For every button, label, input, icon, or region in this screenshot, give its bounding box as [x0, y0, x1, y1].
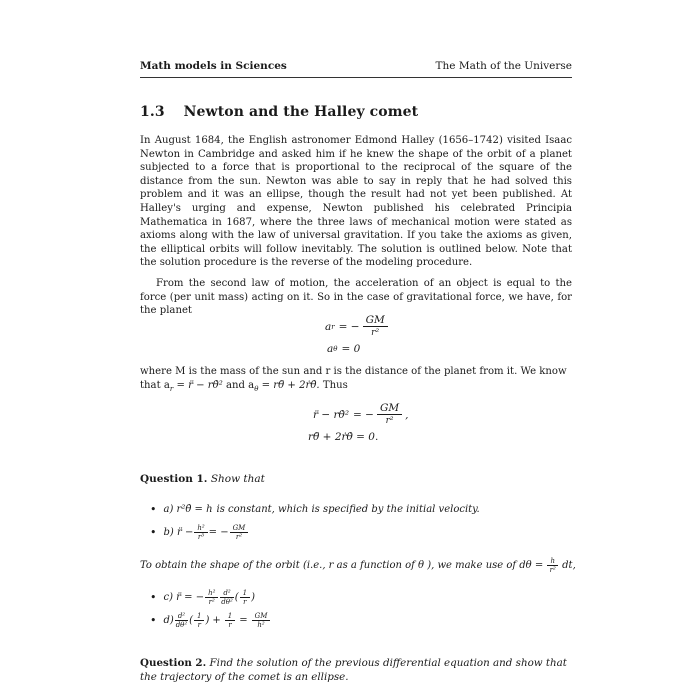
eq-ar-numerator: GM [363, 314, 388, 327]
item-b-r2: r² [235, 533, 243, 541]
item-c-r2: r² [208, 598, 215, 606]
item-d-one-b: 1 [225, 612, 235, 621]
header-rule [140, 77, 572, 78]
item-b-r3: r³ [197, 533, 205, 541]
section-title [140, 104, 418, 120]
item-d-frac-one-r-a [194, 612, 204, 629]
sys1-denominator: r² [385, 416, 394, 426]
orbit-shape-instruction [140, 557, 576, 574]
question-2 [140, 656, 572, 684]
item-d-lead: d) [163, 615, 174, 626]
item-b-lead: b) r̈ − [163, 527, 194, 538]
sys1-fraction [377, 402, 402, 427]
question-1-item-c [150, 589, 255, 606]
equation-system-radial [313, 402, 408, 427]
def-at-sub: θ [254, 384, 259, 393]
item-a-text: is constant, which is specified by the initial velocity. [216, 504, 480, 515]
section-number: 1.3 [140, 104, 165, 120]
def-ar-sub: r [169, 384, 174, 393]
bullet-dot: • [150, 591, 157, 604]
item-c-h2: h² [205, 589, 218, 598]
item-c-frac-d2 [220, 589, 233, 606]
question-1-item-a [150, 503, 480, 516]
question-2-text: Find the solution of the previous differential equation and show that the trajectory of the comet is an ellipse. [140, 657, 567, 683]
item-d-paren-open: ( [189, 615, 194, 626]
orbit-shape-r2: r² [549, 566, 556, 574]
item-d-frac-one-r-b [225, 612, 235, 629]
sys1-equals: = − [353, 408, 374, 421]
item-c-frac-one-r [240, 589, 250, 606]
item-d-plus: + [212, 615, 221, 626]
item-b-frac-h2-r3 [194, 524, 207, 541]
header-chapter: The Math of the Universe [435, 60, 572, 72]
sys1-numerator: GM [377, 402, 402, 415]
definitions-line-1: where M is the mass of the sun and r is the distance of the planet from it. We know [140, 366, 567, 377]
item-d-one-a: 1 [194, 612, 204, 621]
header-course: Math models in Sciences [140, 60, 287, 72]
item-d-paren-close: ) [205, 615, 210, 626]
question-1-prompt: Show that [210, 473, 265, 485]
item-b-eq: = − [208, 527, 229, 538]
paragraph-definitions [140, 365, 572, 396]
definitions-line-2 [140, 379, 572, 397]
sys2-text: rθ̈ + 2ṙθ̇ = 0. [308, 431, 379, 443]
orbit-shape-text: To obtain the shape of the orbit (i.e., r as a function of θ ), we make use of dθ = [140, 560, 544, 571]
item-c-one: 1 [240, 589, 250, 598]
question-1-item-b [150, 524, 249, 541]
item-b-h2: h² [194, 524, 207, 533]
item-c-paren-open: ( [234, 592, 239, 603]
eq-ar-lhs: a [325, 320, 332, 333]
item-d-d2: d² [175, 612, 188, 621]
orbit-shape-dt: dt, [562, 560, 576, 571]
sys1-comma: , [405, 408, 409, 421]
question-2-label: Question 2. [140, 657, 207, 669]
item-a-lead: a) r²θ̇ = h [163, 504, 213, 515]
eq-ar-equals: = − [338, 320, 360, 333]
item-c-dth2: dθ² [221, 598, 233, 606]
bullet-dot: • [150, 614, 157, 627]
orbit-shape-frac [547, 557, 558, 574]
def-that-a: that a [140, 379, 170, 391]
item-d-frac-d2 [175, 612, 188, 629]
question-1-title [140, 473, 265, 485]
def-at-expr: = rθ̈ + 2ṙθ̇. [261, 379, 320, 391]
paragraph-second-law: From the second law of motion, the acceleration of an object is equal to the force (per unit mass) acting on it. So in the case of gravitational force, we have, for the planet [140, 278, 572, 317]
item-d-r-a: r [197, 621, 201, 629]
equation-radial-acceleration [325, 314, 391, 339]
item-d-h2: h² [257, 621, 265, 629]
item-d-frac-gm-h2 [252, 612, 271, 629]
item-d-r-b: r [228, 621, 232, 629]
sys1-lhs: r̈ − rθ̇² [313, 408, 350, 421]
eq-ar-fraction [363, 314, 388, 339]
item-b-gm: GM [230, 524, 249, 533]
item-d-eq: = [239, 615, 248, 626]
item-c-r: r [243, 598, 247, 606]
def-thus: Thus [322, 379, 348, 391]
eq-ar-denominator: r² [371, 328, 380, 338]
section-heading: Newton and the Halley comet [183, 104, 419, 120]
eq-at-lhs: a [327, 343, 334, 355]
item-c-d2: d² [220, 589, 233, 598]
item-c-paren-close: ) [251, 592, 255, 603]
item-c-lead: c) r̈ = − [163, 592, 205, 603]
equation-angular-acceleration [327, 343, 360, 355]
eq-at-sub: θ [333, 345, 338, 353]
item-c-frac-h2-r2 [205, 589, 218, 606]
eq-at-rhs: = 0 [341, 343, 361, 355]
bullet-dot: • [150, 503, 157, 516]
bullet-dot: • [150, 526, 157, 539]
item-d-gm: GM [252, 612, 271, 621]
def-and-a: and a [225, 379, 255, 391]
item-d-dth2: dθ² [175, 621, 188, 629]
eq-ar-sub: r [331, 322, 335, 331]
paragraph-intro: In August 1684, the English astronomer Edmond Halley (1656–1742) visited Isaac Newton in Cambridge and asked him if he knew the shape of the orbit of a planet subjected to a force that is proportional to the reciprocal of the square of the distance from the sun. Newton was able to say in reply that he had solved this problem and it was an ellipse, though the result had not yet been published. At Halley's urging and expense, Newton published his celebrated Principia Mathematica in 1687, where the three laws of mechanical motion were stated as axioms along with the law of universal gravitation. If you take the axioms as given, the elliptical orbits will follow inevitably. The solution is outlined below. Note that the solution procedure is the reverse of the modeling procedure. [140, 135, 572, 269]
running-header [140, 60, 572, 72]
def-ar-expr: = r̈ − rθ̇² [176, 379, 223, 391]
question-1-item-d [150, 612, 271, 629]
equation-system-angular [308, 431, 378, 443]
orbit-shape-h: h [547, 557, 558, 566]
question-1-label: Question 1. [140, 473, 208, 485]
item-b-frac-gm-r2 [230, 524, 249, 541]
